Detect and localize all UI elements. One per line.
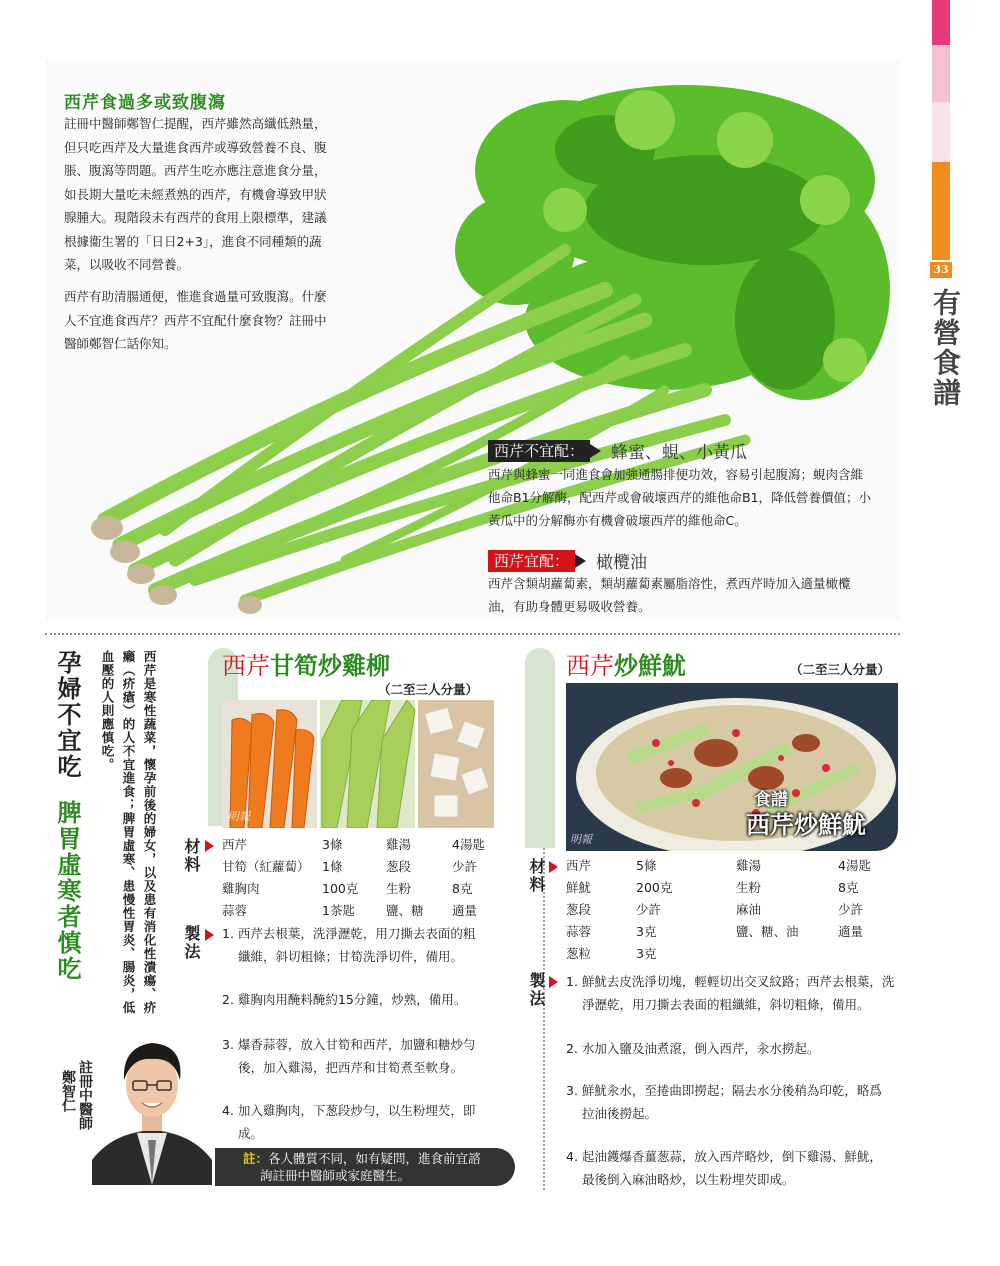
recipe1-serving: （二至三人分量）	[378, 682, 479, 697]
pointer-icon	[205, 929, 214, 941]
bad-pair-label: 西芹不宜配：	[488, 440, 590, 462]
warning-heading-2: 脾胃虛寒者慎吃	[53, 800, 81, 982]
recipe2-watermark: 明報	[570, 833, 592, 846]
pointer-icon	[549, 976, 558, 988]
recipe2-photo	[566, 683, 898, 851]
table-row: 西芹 3條 雞湯 4湯匙	[222, 837, 485, 852]
table-row: 葱粒 3克	[566, 946, 657, 961]
arrow-icon	[575, 554, 586, 568]
table-row: 鮮魷 200克 生粉 8克	[566, 880, 859, 895]
recipe2-step-3: 3. 鮮魷汆水，至捲曲即撈起；隔去水分後稍為印乾，略爲 拉油後撈起。	[566, 1083, 882, 1121]
table-row: 蒜蓉 1茶匙 鹽、糖 適量	[222, 903, 478, 918]
table-row: 葱段 少許 麻油 少許	[566, 902, 864, 917]
recipe2-step-2: 2. 水加入鹽及油煮滾，倒入西芹，汆水撈起。	[566, 1041, 820, 1056]
intro-paragraph-1: 註冊中醫師鄭智仁提醒，西芹雖然高纖低熱量， 但只吃西芹及大量進食西芹或導致營養不良、腹 脹、腹瀉等問題。西芹生吃亦應注意進食分量， 如長期大量吃未經煮熟的西芹，有機會導致甲狀 腺腫大。現階段未有西芹的食用上限標準，建議 根據衞生署的「日日2+3」，進食不同種類的蔬 菜，以吸收不同營養。	[64, 116, 327, 272]
bad-pair-foods: 蜂蜜、蜆、小黃瓜	[611, 443, 748, 463]
recipe1-watermark: 明報	[228, 810, 250, 823]
recipe2-method-label: 製法	[527, 972, 546, 1008]
recipe1-step-1: 1. 西芹去根葉，洗淨瀝乾，用刀撕去表面的粗 纖維，斜切粗條；甘筍洗淨切件，備用。	[222, 926, 476, 964]
recipe2-materials-label: 材料	[527, 858, 546, 894]
recipe2-title: 西芹炒鮮魷	[566, 652, 686, 680]
recipe1-step-2: 2. 雞胸肉用醃料醃約15分鐘，炒熟，備用。	[222, 992, 467, 1007]
recipe1-ingredients	[222, 834, 493, 922]
doctor-name: 鄭智仁	[60, 1070, 76, 1112]
recipe1-materials-label: 材料	[182, 838, 201, 874]
recipe2-step-1: 1. 鮮魷去皮洗淨切塊，輕輕切出交叉紋路；西芹去根葉，洗 淨瀝乾，用刀撕去表面的粗纖維，斜切粗條，備用。	[566, 974, 895, 1012]
recipe1-photo	[222, 700, 494, 828]
tab-strip-orange	[932, 162, 950, 260]
bad-pair-header	[488, 438, 747, 463]
intro-paragraph-2: 西芹有助清腸通便，惟進食過量可致腹瀉。什麼 人不宜進食西芹？西芹不宜配什麼食物？註冊中 醫師鄭智仁話你知。	[64, 289, 327, 351]
recipe2-serving: （二至三人分量）	[790, 662, 891, 677]
warning-heading-1: 孕婦不宜吃	[53, 650, 81, 780]
arrow-icon	[590, 444, 601, 458]
note-label: 註：	[243, 1151, 269, 1166]
section-label: 有營食譜	[929, 288, 962, 408]
tab-strip-pink	[932, 0, 950, 45]
recipe2-photo-caption: 西芹炒鮮魷	[746, 811, 866, 839]
intro-title: 西芹食過多或致腹瀉	[64, 93, 226, 113]
good-pair-header	[488, 548, 647, 573]
recipe1-method-label: 製法	[182, 925, 201, 961]
recipe1-step-3: 3. 爆香蒜蓉，放入甘筍和西芹，加鹽和糖炒勻 後，加入雞湯，把西芹和甘筍煮至軟身。	[222, 1037, 476, 1075]
good-pair-text: 西芹含類胡蘿蔔素，類胡蘿蔔素屬脂溶性，煮西芹時加入適量橄欖 油，有助身體更易吸收營養。	[488, 576, 851, 614]
tab-strip-pale	[932, 102, 950, 162]
pointer-icon	[549, 861, 558, 873]
good-pair-foods: 橄欖油	[596, 553, 648, 573]
recipe2-ingredients	[566, 855, 879, 965]
recipe1-note: 註：各人體質不同，如有疑問，進食前宜諮 詢註冊中醫師或家庭醫生。	[215, 1148, 515, 1186]
table-row: 雞胸肉 100克 生粉 8克	[222, 881, 473, 896]
warning-text: 西芹是寒性蔬菜，懷孕前後的婦女，以及患有消化性潰瘍、疥癩（疥瘡）的人不宜進食；脾胃虛寒、患慢性胃炎、腸炎，低血壓的人則應慎吃。	[100, 650, 157, 1015]
doctor-title: 註冊中醫師	[77, 1060, 93, 1130]
recipe1-step-4: 4. 加入雞胸肉，下葱段炒勻，以生粉埋芡，即 成。	[222, 1103, 476, 1141]
table-row: 甘筍（紅蘿蔔） 1條 葱段 少許	[222, 859, 478, 874]
section-divider	[45, 633, 900, 635]
recipe2-photo-tag: 食譜	[754, 790, 788, 810]
page-number: 33	[930, 262, 952, 278]
tab-strip-light	[932, 45, 950, 102]
recipe1-title: 西芹甘筍炒雞柳	[222, 652, 390, 680]
pointer-icon	[205, 840, 214, 852]
table-row: 蒜蓉 3克 鹽、糖、油 適量	[566, 924, 864, 939]
recipe2-step-4: 4. 起油鑊爆香薑葱蒜，放入西芹略炒，倒下雞湯、鮮魷， 最後倒入麻油略炒，以生粉埋芡即成。	[566, 1149, 882, 1187]
table-row: 西芹 5條 雞湯 4湯匙	[566, 858, 871, 873]
doctor-portrait	[92, 1025, 212, 1185]
bad-pair-text: 西芹與蜂蜜一同進食會加強通腸排便功效，容易引起腹瀉；蜆肉含維 他命B1分解酶，配西芹或會破壞西芹的維他命B1，降低營養價值；小 黃瓜中的分解酶亦有機會破壞西芹的維他命C。	[488, 467, 872, 528]
good-pair-label: 西芹宜配：	[488, 550, 575, 572]
recipe2-accent-bar	[525, 648, 555, 848]
